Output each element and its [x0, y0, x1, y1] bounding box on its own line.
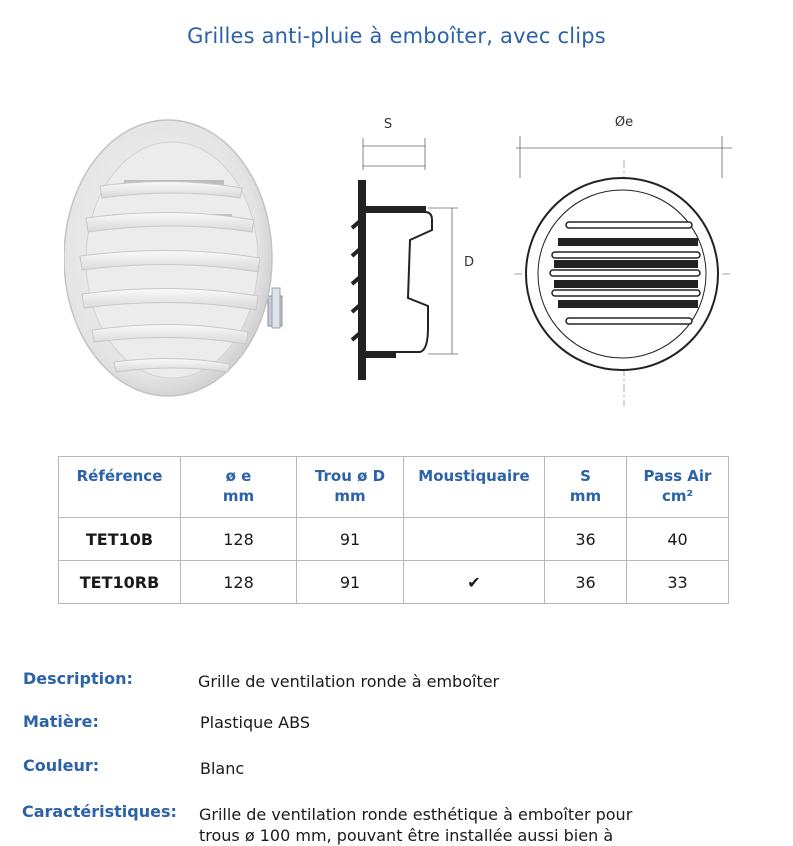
oe-dimension-label: Øe — [614, 115, 634, 130]
header-s: S mm — [545, 457, 627, 518]
header-mosquito-net: Moustiquaire — [404, 457, 545, 518]
product-photo — [64, 118, 294, 398]
cell-mosquito-net — [404, 518, 545, 561]
features-label: Caractéristiques: — [22, 802, 177, 821]
page-title: Grilles anti-pluie à emboîter, avec clips — [187, 24, 606, 48]
header-reference: Référence — [59, 457, 181, 518]
description-value: Grille de ventilation ronde à emboîter — [198, 672, 500, 691]
material-value: Plastique ABS — [200, 713, 310, 732]
side-section-drawing — [330, 108, 490, 398]
color-label: Couleur: — [23, 756, 100, 775]
cell-s: 36 — [545, 518, 627, 561]
header-air-pass: Pass Air cm² — [627, 457, 729, 518]
cell-hole: 91 — [297, 518, 404, 561]
cell-reference: TET10B — [59, 518, 181, 561]
cell-hole: 91 — [297, 561, 404, 604]
material-label: Matière: — [23, 712, 99, 731]
cell-diameter: 128 — [181, 518, 297, 561]
front-view-drawing — [510, 108, 745, 408]
features-value — [199, 804, 632, 846]
color-value: Blanc — [200, 759, 245, 778]
cell-air-pass: 40 — [627, 518, 729, 561]
description-label: Description: — [23, 669, 133, 688]
cell-reference: TET10RB — [59, 561, 181, 604]
s-dimension-label: S — [383, 117, 393, 132]
features-line-1: Grille de ventilation ronde esthétique à emboîter pour — [199, 805, 633, 824]
features-line-2: trous ø 100 mm, pouvant être installée aussi bien à — [199, 826, 614, 845]
cell-diameter: 128 — [181, 561, 297, 604]
table-row — [59, 518, 729, 561]
header-hole-diameter: Trou ø D mm — [297, 457, 404, 518]
specifications-table — [58, 456, 729, 604]
cell-mosquito-net-check-icon: ✔ — [404, 561, 545, 604]
header-diameter: ø e mm — [181, 457, 297, 518]
table-header-row — [59, 457, 729, 518]
cell-s: 36 — [545, 561, 627, 604]
cell-air-pass: 33 — [627, 561, 729, 604]
d-dimension-label: D — [464, 255, 475, 270]
table-row — [59, 561, 729, 604]
